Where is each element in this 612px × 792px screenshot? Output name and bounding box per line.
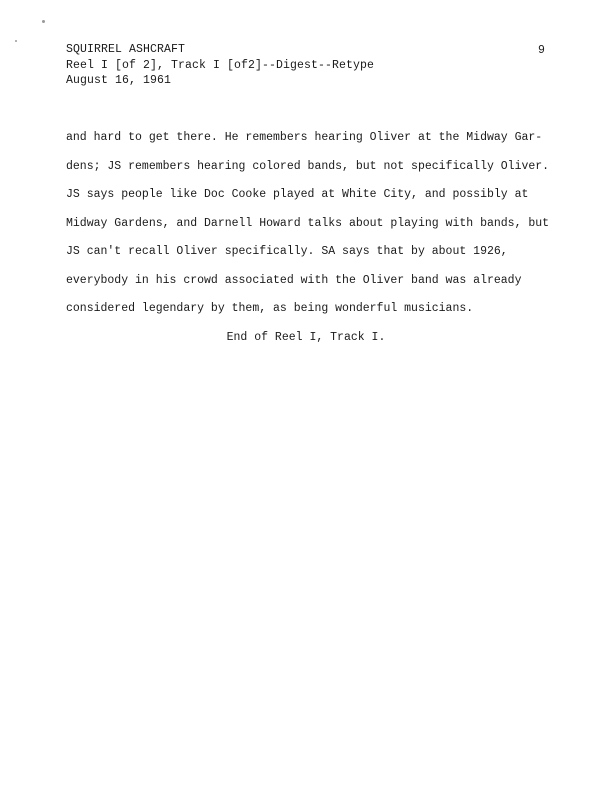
body-line: JS says people like Doc Cooke played at White City, and possibly at bbox=[66, 188, 529, 201]
body-line: dens; JS remembers hearing colored bands, but not specifically Oliver. bbox=[66, 159, 550, 173]
scan-speck bbox=[15, 40, 17, 42]
end-of-track-note: End of Reel I, Track I. bbox=[226, 331, 386, 344]
body-line: everybody in his crowd associated with the Oliver band was already bbox=[66, 273, 522, 287]
body-line: Midway Gardens, and Darnell Howard talks about playing with bands, but bbox=[66, 216, 550, 230]
interviewee-name: SQUIRREL ASHCRAFT bbox=[66, 43, 186, 56]
scan-speck bbox=[42, 20, 45, 23]
body-line: considered legendary by them, as being wonderful musicians. bbox=[66, 302, 474, 315]
transcript-body bbox=[66, 124, 586, 324]
interview-date: August 16, 1961 bbox=[66, 74, 172, 87]
body-line: JS can't recall Oliver specifically. SA says that by about 1926, bbox=[66, 245, 508, 258]
body-line: and hard to get there. He remembers hearing Oliver at the Midway Gar- bbox=[66, 131, 543, 144]
reel-track-info: Reel I [of 2], Track I [of2]--Digest--Retype bbox=[66, 58, 375, 72]
document-header bbox=[66, 42, 374, 89]
page-number: 9 bbox=[538, 44, 545, 57]
